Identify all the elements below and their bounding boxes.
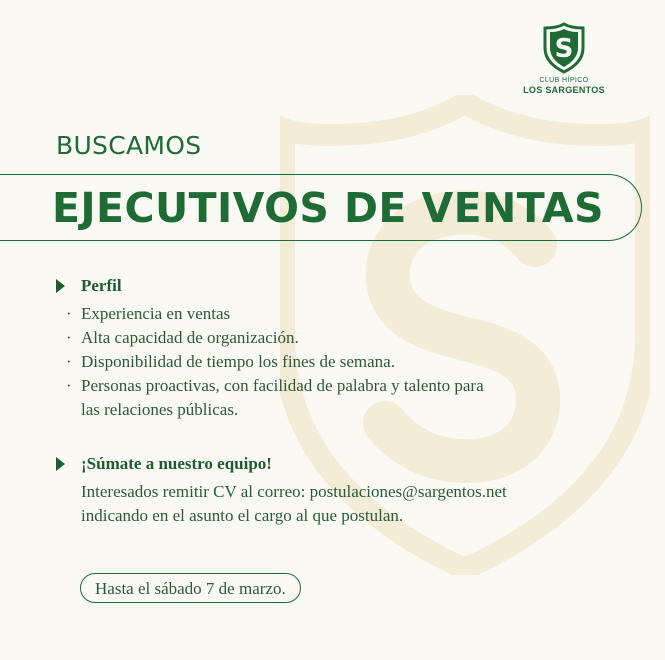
page-title: EJECUTIVOS DE VENTAS	[52, 184, 604, 232]
deadline-badge: Hasta el sábado 7 de marzo.	[80, 573, 301, 603]
join-line-1: Interesados remitir CV al correo: postulaciones@sargentos.net	[81, 482, 507, 501]
triangle-right-icon	[56, 279, 65, 293]
profile-title: Perfil	[81, 276, 122, 295]
shield-logo-icon	[542, 22, 586, 74]
join-text	[81, 480, 507, 528]
club-logo	[516, 22, 612, 95]
profile-list	[66, 302, 484, 422]
list-item: · Personas proactivas, con facilidad de palabra y talento para	[66, 376, 484, 395]
logo-name-line2: LOS SARGENTOS	[523, 85, 605, 95]
list-item: · Disponibilidad de tiempo los fines de semana.	[66, 352, 395, 371]
list-item-continuation: las relaciones públicas.	[81, 400, 239, 419]
join-line-2: indicando en el asunto el cargo al que postulan.	[81, 506, 404, 525]
triangle-right-icon	[56, 457, 65, 471]
list-item: · Experiencia en ventas	[66, 304, 231, 323]
list-item: · Alta capacidad de organización.	[66, 328, 299, 347]
logo-name-line1: CLUB HÍPICO	[539, 77, 589, 84]
kicker-text: BUSCAMOS	[56, 131, 202, 160]
join-title: ¡Súmate a nuestro equipo!	[81, 454, 272, 473]
logo-letter: S	[554, 34, 574, 64]
